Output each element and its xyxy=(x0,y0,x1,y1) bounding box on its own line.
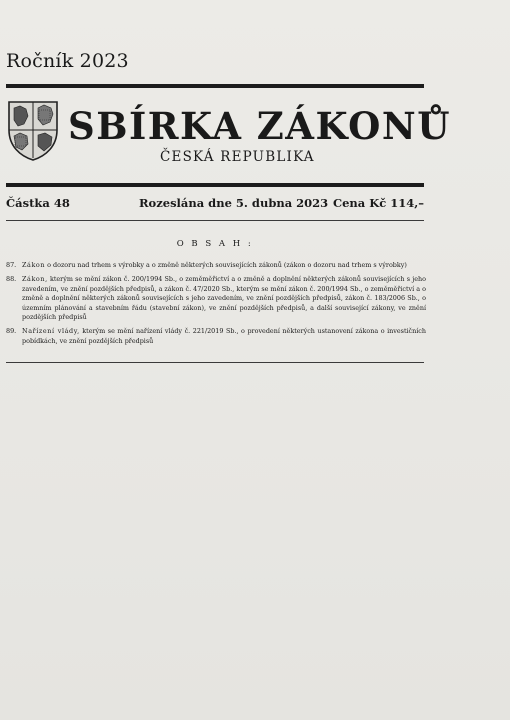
entry-type: Nařízení vlády, xyxy=(22,327,80,336)
contents-heading: O B S A H : xyxy=(176,239,254,249)
contents-end-rule xyxy=(6,362,424,363)
contents-entry xyxy=(6,261,426,270)
issue-distribution-date: Rozeslána dne 5. dubna 2023 xyxy=(139,196,329,210)
issue-rule-top xyxy=(6,183,424,187)
entry-text: o dozoru nad trhem s výrobky a o změně některých souvisejících zákonů (zákon o dozoru nad trhem s výrobky) xyxy=(45,261,407,269)
contents-entry xyxy=(6,275,426,322)
top-rule xyxy=(6,84,424,88)
year-label: Ročník 2023 xyxy=(6,50,129,72)
issue-rule-bottom xyxy=(6,220,424,221)
contents-entry xyxy=(6,327,426,346)
entry-type: Zákon xyxy=(22,261,46,269)
entry-number: 89. xyxy=(6,327,17,336)
entry-number: 88. xyxy=(6,275,17,284)
entry-number: 87. xyxy=(6,261,17,269)
entry-type: Zákon, xyxy=(22,275,48,284)
contents-list xyxy=(6,261,426,351)
publication-subtitle: ČESKÁ REPUBLIKA xyxy=(160,149,315,165)
issue-part: Částka 48 xyxy=(6,196,70,210)
entry-text: kterým se mění zákon č. 200/1994 Sb., o zeměměřictví a o změně a doplnění některých zákonů souvisejících s jeho zavedením, ve znění pozdějších předpisů, a zákon č. 47/2020 Sb., kterým se mění zákon č. 200/1994 Sb., o zeměměřictví a o změně a doplnění některých zákonů souvisejících s jeho zavedením, ve znění pozdějších předpisů, zákon č. 183/2006 Sb., o územním plánování a stavebním řádu (stavební zákon), ve znění pozdějších předpisů, a další související zákony, ve znění pozdějších předpisů xyxy=(22,275,426,322)
issue-price: Cena Kč 114,– xyxy=(332,196,424,210)
entry-text: kterým se mění nařízení vlády č. 221/2019 Sb., o provedení některých ustanovení zákona o investičních pobídkách, ve znění pozdějších předpisů xyxy=(22,327,426,345)
state-emblem-icon xyxy=(6,100,60,162)
publication-title: SBÍRKA ZÁKONŮ xyxy=(68,104,451,148)
